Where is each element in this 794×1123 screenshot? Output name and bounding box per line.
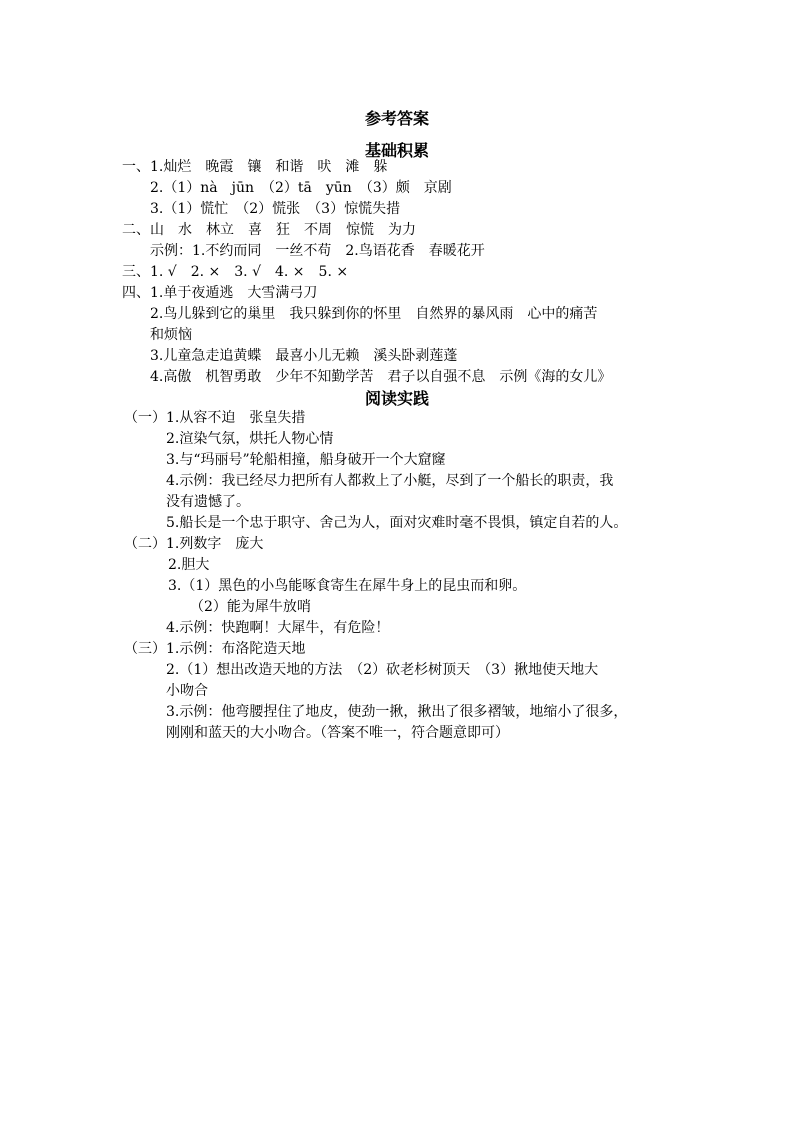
answer-line: 二、山 水 林立 喜 狂 不周 惊慌 为力: [122, 222, 416, 238]
answer-line: （三）1.示例：布洛陀造天地: [124, 641, 306, 657]
answer-line: 一、1.灿烂 晚霞 镶 和谐 吠 滩 躲: [122, 159, 388, 175]
answer-line: 3.示例：他弯腰捏住了地皮，使劲一揪，揪出了很多褶皱，地缩小了很多，: [166, 704, 628, 720]
answer-line: 4.高傲 机智勇敢 少年不知勤学苦 君子以自强不息 示例《海的女儿》: [150, 369, 612, 385]
page-title: 参考答案: [364, 109, 429, 128]
answer-line: 2.渲染气氛，烘托人物心情: [166, 431, 334, 447]
section-heading-reading: 阅读实践: [364, 389, 429, 408]
answer-line: 5.船长是一个忠于职守、舍己为人，面对灾难时毫不畏惧，镇定自若的人。: [166, 515, 628, 531]
answer-line: 没有遗憾了。: [166, 494, 250, 510]
answer-line: 2.鸟儿躲到它的巢里 我只躲到你的怀里 自然界的暴风雨 心中的痛苦: [150, 306, 598, 322]
answer-line: 3.（1）黑色的小鸟能啄食寄生在犀牛身上的昆虫而和卵。: [168, 578, 527, 594]
answer-line: 2.（1）nà jūn （2）tā yūn （3）颇 京剧: [150, 180, 452, 196]
answer-line: 3.与“玛丽号”轮船相撞，船身破开一个大窟窿: [166, 452, 446, 468]
answer-line: 2.（1）想出改造天地的方法 （2）砍老杉树顶天 （3）揪地使天地大: [166, 662, 599, 678]
answer-line: 刚刚和蓝天的大小吻合。（答案不唯一，符合题意即可）: [166, 725, 509, 741]
answer-line: 小吻合: [166, 683, 208, 699]
answer-line: 3.儿童急走追黄蝶 最喜小儿无赖 溪头卧剥莲蓬: [150, 348, 458, 364]
answer-line: 3.（1）慌忙 （2）慌张 （3）惊慌失措: [150, 201, 401, 217]
answer-line: （2）能为犀牛放哨: [190, 599, 311, 615]
answer-line: 三、1. √ 2. × 3. √ 4. × 5. ×: [122, 264, 349, 280]
answer-line: 2.胆大: [168, 557, 210, 573]
answer-line: 四、1.单于夜遁逃 大雪满弓刀: [122, 285, 318, 301]
answer-line: 4.示例：快跑啊！大犀牛，有危险！: [166, 620, 390, 636]
answer-line: 示例：1.不约而同 一丝不苟 2.鸟语花香 春暖花开: [150, 243, 485, 259]
answer-line: （二）1.列数字 庞大: [124, 536, 264, 552]
answer-line: 和烦恼: [150, 327, 192, 343]
answer-line: 4.示例：我已经尽力把所有人都救上了小艇，尽到了一个船长的职责，我: [166, 473, 614, 489]
answer-line: （一）1.从容不迫 张皇失措: [124, 410, 306, 426]
section-heading-basics: 基础积累: [364, 141, 429, 160]
